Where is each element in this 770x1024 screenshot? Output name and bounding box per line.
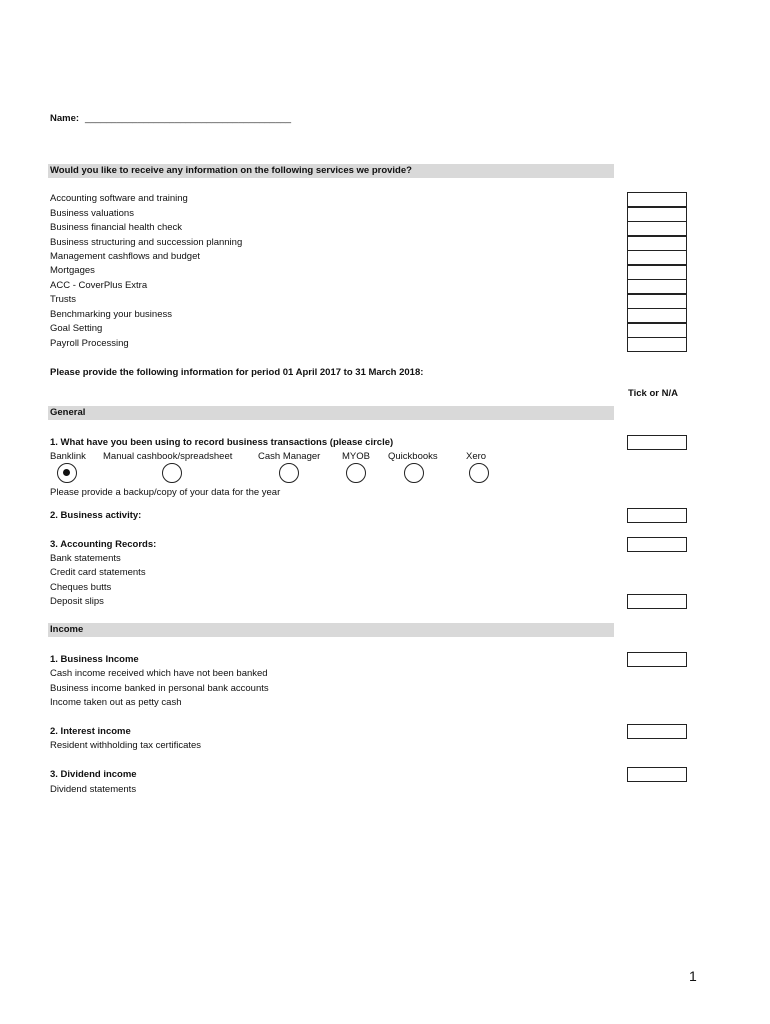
option-label-manual-cashbook: Manual cashbook/spreadsheet	[103, 451, 233, 462]
general-title: General	[50, 407, 86, 418]
income-title: Income	[50, 624, 84, 635]
service-item-acc-coverplus: ACC - CoverPlus Extra	[50, 280, 148, 291]
income-item: Income taken out as petty cash	[50, 697, 182, 708]
radio-banklink-selected[interactable]	[57, 463, 77, 483]
option-label-cash-manager: Cash Manager	[258, 451, 321, 462]
service-checkbox[interactable]	[627, 265, 687, 280]
service-checkbox[interactable]	[627, 323, 687, 338]
service-item-business-valuations: Business valuations	[50, 208, 134, 219]
general-q3: 3. Accounting Records:	[50, 539, 157, 550]
name-field[interactable]: _______________________________________	[85, 113, 292, 124]
income-item: Business income banked in personal bank accounts	[50, 683, 269, 694]
option-label-banklink: Banklink	[50, 451, 86, 462]
radio-myob[interactable]	[346, 463, 366, 483]
services-header	[48, 164, 614, 178]
income-q3: 3. Dividend income	[50, 769, 137, 780]
radio-dot-icon	[63, 469, 70, 476]
income-item: Resident withholding tax certificates	[50, 740, 202, 751]
record-item: Deposit slips	[50, 596, 104, 607]
service-checkbox[interactable]	[627, 294, 687, 309]
income-q1-tick-box[interactable]	[627, 652, 687, 667]
record-item: Bank statements	[50, 553, 121, 564]
radio-cash-manager[interactable]	[279, 463, 299, 483]
radio-manual-cashbook[interactable]	[162, 463, 182, 483]
service-checkbox[interactable]	[627, 236, 687, 251]
service-checkbox[interactable]	[627, 308, 687, 323]
period-instruction: Please provide the following information for period 01 April 2017 to 31 March 2018:	[50, 367, 424, 378]
service-checkbox[interactable]	[627, 192, 687, 207]
service-checkbox[interactable]	[627, 221, 687, 236]
option-label-myob: MYOB	[342, 451, 370, 462]
radio-quickbooks[interactable]	[404, 463, 424, 483]
service-item-payroll: Payroll Processing	[50, 338, 129, 349]
general-q3-tick-box[interactable]	[627, 537, 687, 552]
service-checkbox[interactable]	[627, 250, 687, 265]
income-section-header	[48, 623, 614, 637]
service-item-benchmarking: Benchmarking your business	[50, 309, 172, 320]
income-q2-tick-box[interactable]	[627, 724, 687, 739]
income-item: Cash income received which have not been banked	[50, 668, 268, 679]
service-item-health-check: Business financial health check	[50, 222, 183, 233]
page-number: 1	[689, 968, 697, 984]
backup-note: Please provide a backup/copy of your data for the year	[50, 487, 281, 498]
service-item-mortgages: Mortgages	[50, 265, 95, 276]
service-item-structuring: Business structuring and succession planning	[50, 237, 243, 248]
name-label: Name:	[50, 113, 80, 124]
option-label-xero: Xero	[466, 451, 487, 462]
income-q3-tick-box[interactable]	[627, 767, 687, 782]
general-q1: 1. What have you been using to record business transactions (please circle)	[50, 437, 394, 448]
income-q2: 2. Interest income	[50, 726, 131, 737]
service-item-cashflows: Management cashflows and budget	[50, 251, 200, 262]
service-checkbox[interactable]	[627, 337, 687, 352]
service-item-goal-setting: Goal Setting	[50, 323, 103, 334]
service-checkbox[interactable]	[627, 279, 687, 294]
radio-xero[interactable]	[469, 463, 489, 483]
service-item-accounting-software: Accounting software and training	[50, 193, 188, 204]
general-q1-tick-box[interactable]	[627, 435, 687, 450]
general-q2: 2. Business activity:	[50, 510, 142, 521]
income-item: Dividend statements	[50, 784, 137, 795]
general-q2-tick-box[interactable]	[627, 508, 687, 523]
service-checkbox[interactable]	[627, 207, 687, 222]
option-label-quickbooks: Quickbooks	[388, 451, 438, 462]
services-question: Would you like to receive any information on the following services we provide?	[50, 165, 412, 176]
record-item: Credit card statements	[50, 567, 146, 578]
income-q1: 1. Business Income	[50, 654, 139, 665]
record-item: Cheques butts	[50, 582, 112, 593]
tick-header: Tick or N/A	[628, 388, 678, 399]
service-item-trusts: Trusts	[50, 294, 77, 305]
deposit-slips-tick-box[interactable]	[627, 594, 687, 609]
general-section-header	[48, 406, 614, 420]
